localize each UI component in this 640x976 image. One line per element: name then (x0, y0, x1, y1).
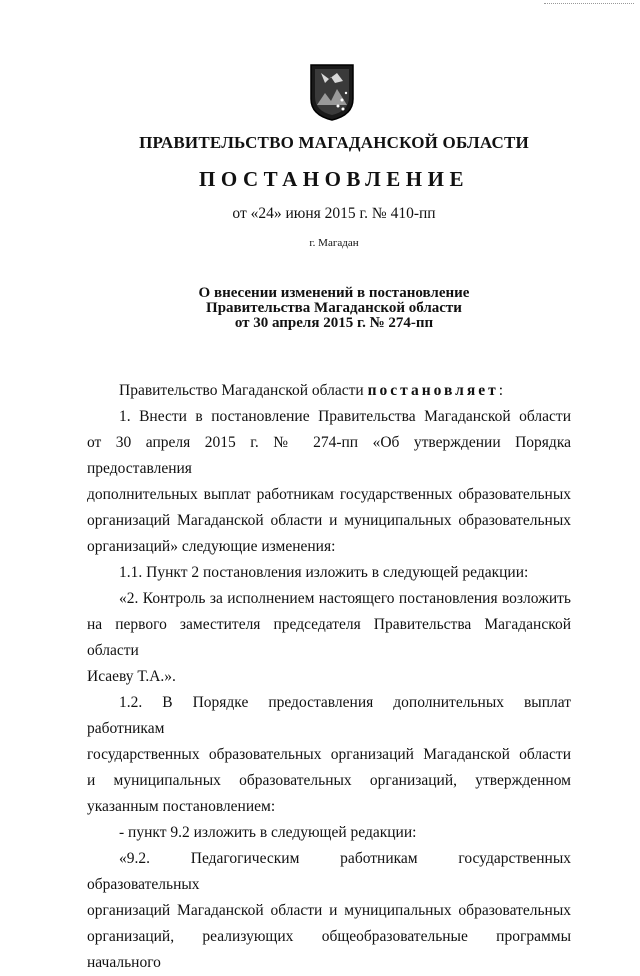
title-line: от 30 апреля 2015 г. № 274-пп (234, 315, 434, 331)
preamble-verb: постановляет (367, 382, 499, 399)
paragraph-line: «9.2. Педагогическим работникам государственных образовательных (87, 850, 571, 893)
document-type: ПОСТАНОВЛЕНИЕ (199, 167, 469, 191)
paragraph-line: 1. Внести в постановление Правительства Магаданской области (119, 408, 571, 425)
paragraph-line: дополнительных выплат работникам государственных образовательных (87, 486, 571, 503)
document-title (0, 286, 640, 331)
paragraph-line: Исаеву Т.А.». (87, 668, 176, 685)
paragraph-line: и муниципальных образовательных организаций, утвержденном (87, 772, 571, 789)
paragraph-line: организаций Магаданской области и муниципальных образовательных (87, 512, 571, 529)
paragraph-line: 1.2. В Порядке предоставления дополнительных выплат работникам (87, 694, 571, 737)
preamble-colon: : (498, 382, 504, 399)
paragraph-line: - пункт 9.2 изложить в следующей редакции: (119, 824, 417, 841)
organization-name: ПРАВИТЕЛЬСТВО МАГАДАНСКОЙ ОБЛАСТИ (139, 133, 529, 152)
paragraph-line: «2. Контроль за исполнением настоящего постановления возложить (119, 590, 571, 607)
title-line: Правительства Магаданской области (206, 300, 462, 316)
city-name: г. Магадан (309, 237, 359, 249)
paragraph-line: организаций Магаданской области и муниципальных образовательных (87, 902, 571, 919)
title-line: О внесении изменений в постановление (198, 285, 470, 301)
preamble-text: Правительство Магаданской области (119, 382, 364, 399)
paragraph-line: организаций» следующие изменения: (87, 538, 336, 555)
document-date: от «24» июня 2015 г. № 410-пп (232, 205, 436, 222)
coat-of-arms-icon (309, 63, 355, 121)
paragraph-line: организаций, реализующих общеобразовательные программы начального (87, 928, 571, 971)
paragraph-line: от 30 апреля 2015 г. № 274-пп «Об утверждении Порядка предоставления (87, 434, 571, 477)
document-body (87, 378, 571, 976)
paragraph-line: государственных образовательных организаций Магаданской области (87, 746, 571, 763)
paragraph-line: на первого заместителя председателя Правительства Магаданской области (87, 616, 571, 659)
scan-corner-mark (544, 3, 634, 4)
preamble (87, 378, 571, 404)
paragraph-line: указанным постановлением: (87, 798, 276, 815)
paragraph-line: 1.1. Пункт 2 постановления изложить в следующей редакции: (119, 564, 529, 581)
